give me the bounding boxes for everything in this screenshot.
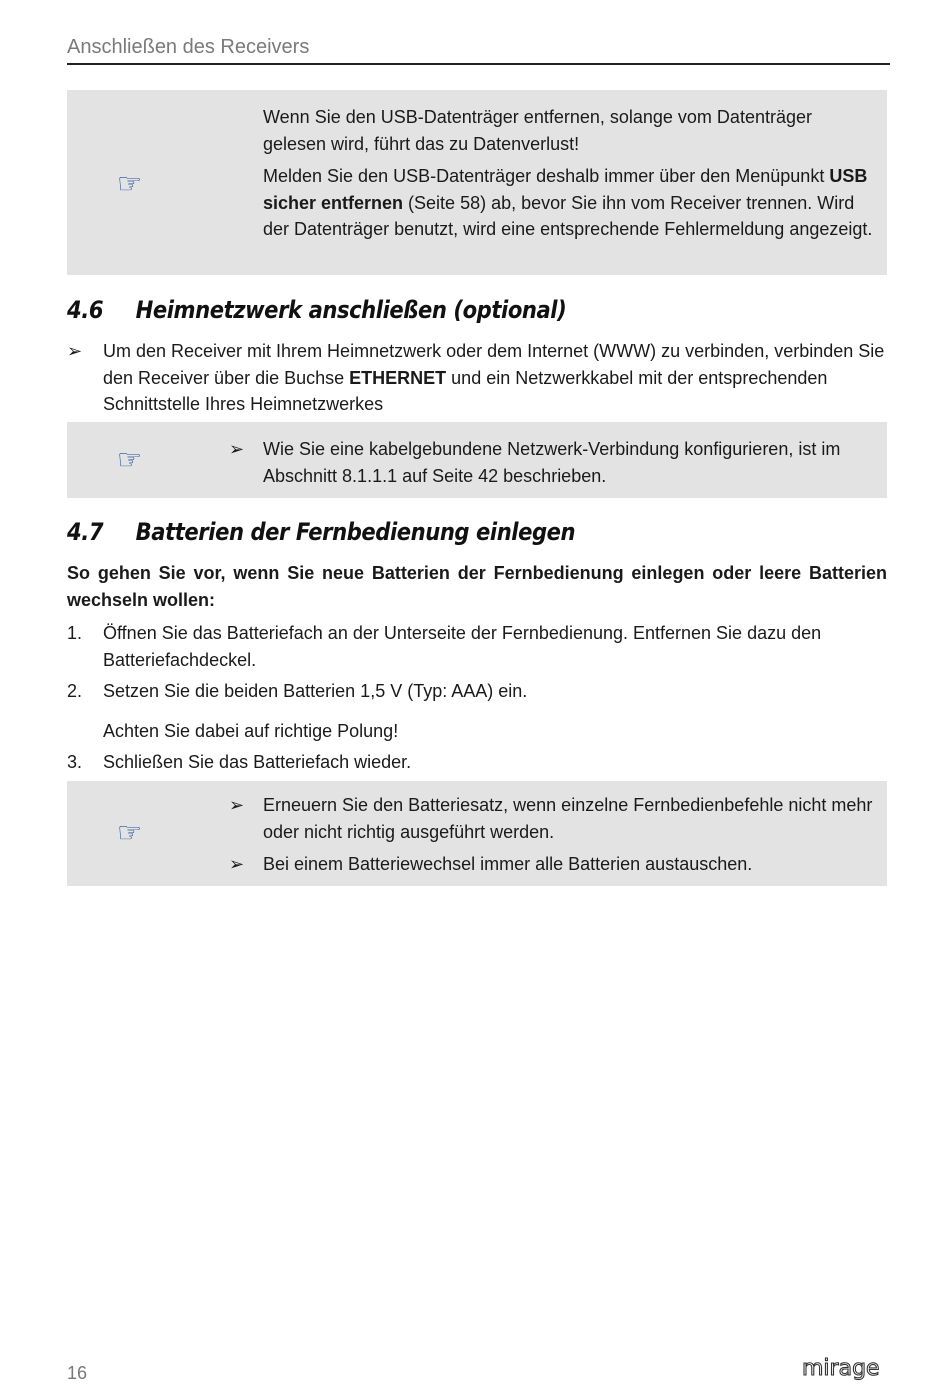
list-item: ➢ Bei einem Batteriewechsel immer alle Batterien austauschen. xyxy=(263,851,877,878)
list-item: ➢ Wie Sie eine kabelgebundene Netzwerk-Verbindung konfigurieren, ist im Abschnitt 8.1.1.1 auf Seite 42 beschrieben. xyxy=(263,436,877,489)
list-item: 2. Setzen Sie die beiden Batterien 1,5 V (Typ: AAA) ein. xyxy=(67,681,528,701)
mirage-logo xyxy=(802,1355,888,1386)
section-4-7-intro: So gehen Sie vor, wenn Sie neue Batterien der Fernbedienung einlegen oder leere Batterien wechseln wollen: xyxy=(67,563,887,610)
pointing-hand-icon: ☞ xyxy=(117,817,143,848)
note-usb-removal xyxy=(67,90,887,275)
list-item: Achten Sie dabei auf richtige Polung! xyxy=(103,720,399,741)
list-item: ➢ Erneuern Sie den Batteriesatz, wenn einzelne Fernbedienbefehle nicht mehr oder nicht richtig ausgeführt werden. xyxy=(263,792,877,845)
note-usb-instruction: Melden Sie den USB-Datenträger deshalb immer über den Menüpunkt USB sicher entfernen (Seite 58) ab, bevor Sie ihn vom Receiver trennen. Wird der Datenträger benutzt, wird eine entsprechende Fehlermeldung angezeigt. xyxy=(263,166,873,239)
bullet-arrow-icon: ➢ xyxy=(229,439,245,459)
note-battery-tips xyxy=(67,781,887,886)
menu-item-usb-sicher-entfernen: USB sicher entfernen xyxy=(263,166,868,213)
pointing-hand-icon: ☞ xyxy=(117,444,143,475)
page-number: 16 xyxy=(67,1363,88,1383)
list-item: 3. Schließen Sie das Batteriefach wieder. xyxy=(67,752,412,772)
section-4-6-body xyxy=(67,338,887,418)
section-heading-4-6: 4.6 Heimnetzwerk anschließen (optional) xyxy=(67,296,567,324)
list-item: ➢ Um den Receiver mit Ihrem Heimnetzwerk oder dem Internet (WWW) zu verbinden, verbinden Sie den Receiver über die Buchse ETHERNET und ein Netzwerkkabel mit der entsprechenden Schnittstelle Ihres Heimnetzwerkes xyxy=(67,338,887,418)
svg-text:mirage: mirage xyxy=(802,1356,880,1381)
pointing-hand-icon: ☞ xyxy=(117,168,143,199)
section-heading-4-7: 4.7 Batterien der Fernbedienung einlegen xyxy=(67,518,576,546)
note-usb-warning: Wenn Sie den USB-Datenträger entfernen, solange vom Datenträger gelesen wird, führt das zu Datenverlust! xyxy=(263,107,812,154)
list-item: 1. Öffnen Sie das Batteriefach an der Unterseite der Fernbedienung. Entfernen Sie dazu den Batteriefachdeckel. xyxy=(67,623,822,670)
running-header: Anschließen des Receivers xyxy=(67,36,890,65)
note-usb-text xyxy=(263,104,877,243)
bullet-arrow-icon: ➢ xyxy=(229,854,245,874)
bullet-arrow-icon: ➢ xyxy=(67,341,83,361)
note-network-config xyxy=(67,422,887,498)
bullet-arrow-icon: ➢ xyxy=(229,795,245,815)
port-label-ethernet: ETHERNET xyxy=(349,367,447,388)
section-4-7-body xyxy=(67,560,887,776)
